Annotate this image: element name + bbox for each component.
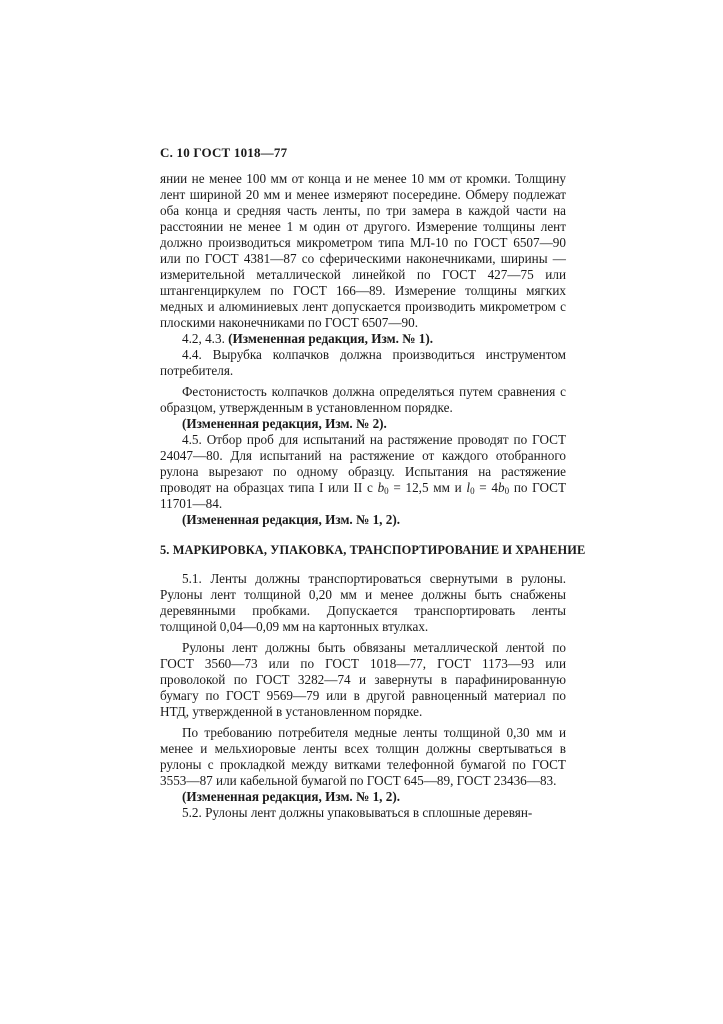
- paragraph-scalloping: Фестонистость колпачков должна определяться путем сравнения с образцом, утвержденным в установленном порядке.: [160, 384, 566, 415]
- amendment-note-3: (Измененная редакция, Изм. № 1, 2).: [182, 512, 401, 527]
- paragraph-binding: Рулоны лент должны быть обвязаны металлической лентой по ГОСТ 3560—73 или по ГОСТ 1018—77, ГОСТ 1173—93 или проволокой по ГОСТ 3282—74 и завернуты в парафинированную бумагу по ГОСТ 9569—79 или в другой равноценный материал по НТД, утвержденной в установленном порядке.: [160, 640, 566, 719]
- paragraph-4-4: 4.4. Вырубка колпачков должна производиться инструментом потребителя.: [160, 347, 566, 378]
- page-header: С. 10 ГОСТ 1018—77: [160, 145, 288, 160]
- paragraph-4-2-4-3: [160, 331, 566, 347]
- body-text: [160, 171, 586, 821]
- paragraph-consumer-request: По требованию потребителя медные ленты толщиной 0,30 мм и менее и мельхиоровые ленты всех толщин должны свертываться в рулоны с прокладкой между витками телефонной бумагой по ГОСТ 3553—87 или кабельной бумагой по ГОСТ 645—89, ГОСТ 23436—83.: [160, 725, 566, 788]
- amendment-note-4: (Измененная редакция, Изм. № 1, 2).: [182, 789, 401, 804]
- clause-number: 4.2, 4.3.: [182, 331, 229, 346]
- amendment-note: (Измененная редакция, Изм. № 1).: [228, 331, 434, 346]
- paragraph-measurement: янии не менее 100 мм от конца и не менее 10 мм от кромки. Толщину лент шириной 20 мм и менее измеряют посередине. Обмеру подлежат оба конца и средняя часть ленты, по три замера в каждой части на расстоянии не менее 1 м один от другого. Измерение толщины лент должно производиться микрометром типа МЛ-10 по ГОСТ 6507—90 или по ГОСТ 4381—87 со сферическими наконечниками, ширины — измерительной металлической линейкой по ГОСТ 427—75 или штангенциркулем по ГОСТ 166—89. Измерение толщины мягких медных и алюминиевых лент допускается производить микрометром с плоскими наконечниками по ГОСТ 6507—90.: [160, 171, 566, 330]
- paragraph-5-1: 5.1. Ленты должны транспортироваться свернутыми в рулоны. Рулоны лент толщиной 0,20 мм и менее должны быть снабжены деревянными пробками. Допускается транспортировать ленты толщиной 0,04—0,09 мм на картонных втулках.: [160, 571, 566, 634]
- paragraph-5-2: 5.2. Рулоны лент должны упаковываться в сплошные деревян-: [182, 805, 533, 820]
- paragraph-4-5: 4.5. Отбор проб для испытаний на растяжение проводят по ГОСТ 24047—80. Для испытаний на растяжение от каждого отобранного рулона вырезают по одному образцу. Испытания на растяжение проводят на образцах типа I или II с $b_0 = 12,5$ мм и $l_0 = 4b_0$ по ГОСТ 11701—84.: [160, 432, 567, 511]
- amendment-note-2: (Измененная редакция, Изм. № 2).: [182, 416, 387, 431]
- section-heading: 5. МАРКИРОВКА, УПАКОВКА, ТРАНСПОРТИРОВАНИЕ И ХРАНЕНИЕ: [160, 543, 586, 557]
